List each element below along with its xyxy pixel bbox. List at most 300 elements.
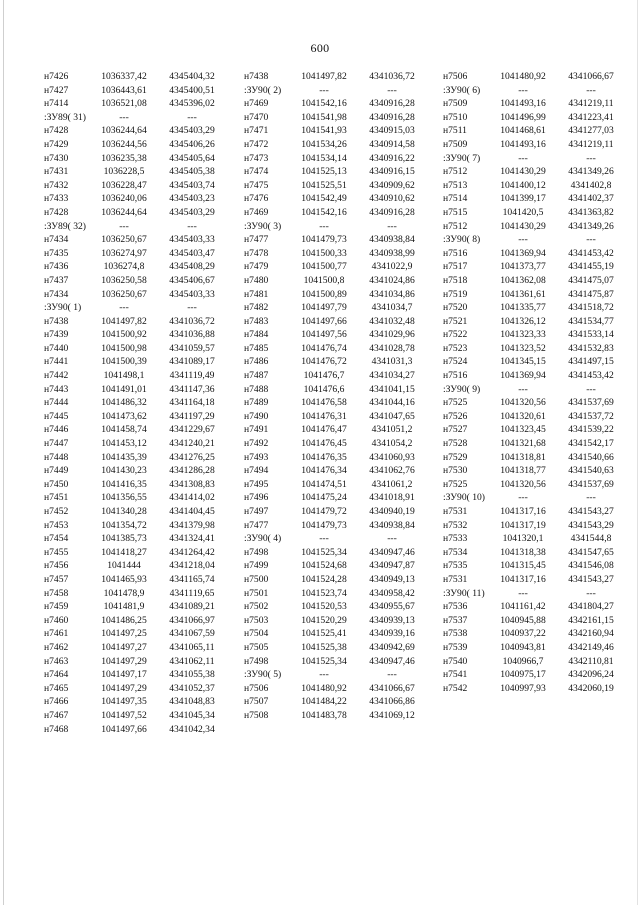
x-coordinate: 1041320,1 xyxy=(502,533,544,545)
y-coordinate: 4340947,87 xyxy=(369,560,415,572)
y-coordinate: 4341546,08 xyxy=(568,560,614,572)
point-row xyxy=(44,247,222,261)
x-coordinate: 1041320,61 xyxy=(500,410,546,422)
point-label: н7524 xyxy=(443,356,468,368)
point-row xyxy=(443,627,623,641)
point-label: н7497 xyxy=(244,506,269,517)
page-edge-left xyxy=(3,0,4,905)
point-label: :ЗУ90( 7) xyxy=(443,152,481,164)
point-label: н7487 xyxy=(244,370,269,382)
x-coordinate: 1041497,82 xyxy=(101,315,147,327)
x-coordinate: 1041496,99 xyxy=(500,111,546,123)
x-coordinate: 1036240,06 xyxy=(101,193,147,205)
y-coordinate: 4341533,14 xyxy=(568,329,614,341)
y-coordinate: 4341542,17 xyxy=(568,438,614,450)
point-row xyxy=(244,410,424,424)
x-coordinate: 1036235,38 xyxy=(101,152,147,164)
y-coordinate: 4341532,83 xyxy=(568,342,614,354)
y-coordinate: 4341066,67 xyxy=(568,71,614,82)
point-label: н7498 xyxy=(244,655,269,667)
y-coordinate: 4341218,04 xyxy=(169,560,215,572)
point-row xyxy=(443,111,623,125)
x-coordinate: 1041318,38 xyxy=(500,546,546,558)
x-coordinate: 1040975,17 xyxy=(500,669,546,681)
x-coordinate: 1041479,72 xyxy=(301,506,347,517)
y-coordinate: 4341036,72 xyxy=(369,71,415,82)
x-coordinate: 1041493,16 xyxy=(500,138,546,150)
y-coordinate: 4345408,29 xyxy=(169,261,215,273)
parcel-header-row xyxy=(443,491,623,505)
point-row xyxy=(244,165,424,179)
y-coordinate: 4341349,26 xyxy=(568,166,614,178)
x-coordinate: --- xyxy=(119,220,129,232)
x-coordinate: 1041497,35 xyxy=(101,696,147,708)
x-coordinate: 1041523,74 xyxy=(301,587,347,599)
x-coordinate: 1041444 xyxy=(107,560,141,572)
y-coordinate: 4341052,37 xyxy=(169,682,215,694)
point-label: н7504 xyxy=(244,628,269,640)
y-coordinate: 4341219,11 xyxy=(568,98,614,110)
y-coordinate: 4340938,84 xyxy=(369,519,415,531)
y-coordinate: --- xyxy=(586,492,596,504)
parcel-header-row xyxy=(244,668,424,682)
x-coordinate: 1041500,8 xyxy=(303,274,345,286)
point-label: н7451 xyxy=(44,492,69,504)
point-label: :ЗУ90( 3) xyxy=(244,220,282,232)
point-row xyxy=(44,396,222,410)
y-coordinate: 4341042,34 xyxy=(169,723,215,735)
x-coordinate: 1041320,56 xyxy=(500,397,546,409)
x-coordinate: 1041479,73 xyxy=(301,234,347,246)
x-coordinate: 1041497,52 xyxy=(101,709,147,721)
point-label: н7459 xyxy=(44,601,69,613)
point-label: н7534 xyxy=(443,546,468,558)
y-coordinate: 4341543,29 xyxy=(568,519,614,531)
x-coordinate: 1041385,73 xyxy=(101,533,147,545)
point-label: н7449 xyxy=(44,465,69,477)
y-coordinate: 4341414,02 xyxy=(169,492,215,504)
y-coordinate: 4341404,45 xyxy=(169,506,215,517)
point-row xyxy=(443,369,623,383)
point-row xyxy=(244,423,424,437)
y-coordinate: 4342149,46 xyxy=(568,641,614,653)
x-coordinate: 1041321,68 xyxy=(500,438,546,450)
point-label: н7444 xyxy=(44,397,69,409)
x-coordinate: 1036443,61 xyxy=(101,84,147,96)
point-label: н7495 xyxy=(244,478,269,490)
x-coordinate: 1041476,6 xyxy=(303,383,345,395)
y-coordinate: 4341018,91 xyxy=(369,492,415,504)
x-coordinate: 1041497,29 xyxy=(101,655,147,667)
point-label: н7501 xyxy=(244,587,269,599)
x-coordinate: 1040943,81 xyxy=(500,641,546,653)
point-row xyxy=(44,355,222,369)
point-label: н7518 xyxy=(443,274,468,286)
point-label: н7475 xyxy=(244,179,269,191)
y-coordinate: 4341062,11 xyxy=(169,655,215,667)
point-label: н7435 xyxy=(44,247,69,259)
point-label: н7455 xyxy=(44,546,69,558)
x-coordinate: 1041491,01 xyxy=(101,383,147,395)
point-label: :ЗУ90( 10) xyxy=(443,492,486,504)
point-row xyxy=(443,355,623,369)
x-coordinate: 1041323,52 xyxy=(500,342,546,354)
point-label: н7458 xyxy=(44,587,69,599)
x-coordinate: 1041416,35 xyxy=(101,478,147,490)
point-label: н7488 xyxy=(244,383,269,395)
point-row xyxy=(44,600,222,614)
point-label: н7453 xyxy=(44,519,69,531)
x-coordinate: --- xyxy=(518,492,528,504)
y-coordinate: --- xyxy=(586,84,596,96)
x-coordinate: 1041497,66 xyxy=(101,723,147,735)
point-label: н7431 xyxy=(44,166,69,178)
point-row xyxy=(244,491,424,505)
point-row xyxy=(443,641,623,655)
point-label: н7456 xyxy=(44,560,69,572)
point-label: н7509 xyxy=(443,98,468,110)
page-number: 600 xyxy=(310,41,330,55)
point-label: :ЗУ90( 1) xyxy=(44,302,82,314)
point-row xyxy=(44,315,222,329)
y-coordinate: 4341119,65 xyxy=(169,587,215,599)
x-coordinate: 1041500,89 xyxy=(301,288,347,300)
point-row xyxy=(443,396,623,410)
x-coordinate: 1041320,56 xyxy=(500,478,546,490)
point-row xyxy=(244,627,424,641)
point-row xyxy=(443,97,623,111)
x-coordinate: 1041476,34 xyxy=(301,465,347,477)
x-coordinate: 1041335,77 xyxy=(500,302,546,314)
point-row xyxy=(244,179,424,193)
y-coordinate: 4341044,16 xyxy=(369,397,415,409)
point-label: н7478 xyxy=(244,247,269,259)
x-coordinate: 1041541,98 xyxy=(301,111,347,123)
point-label: н7513 xyxy=(443,179,468,191)
point-label: н7465 xyxy=(44,682,69,694)
point-row xyxy=(443,342,623,356)
point-label: н7457 xyxy=(44,573,69,585)
point-row xyxy=(244,369,424,383)
point-row xyxy=(443,220,623,234)
y-coordinate: 4345405,64 xyxy=(169,152,215,164)
y-coordinate: 4340916,15 xyxy=(369,166,415,178)
point-row xyxy=(244,396,424,410)
point-row xyxy=(244,355,424,369)
point-label: н7542 xyxy=(443,682,468,694)
x-coordinate: 1041525,41 xyxy=(301,628,347,640)
point-label: :ЗУ90( 5) xyxy=(244,669,282,681)
x-coordinate: 1041399,17 xyxy=(500,193,546,205)
point-row xyxy=(244,70,424,84)
point-label: н7537 xyxy=(443,614,468,626)
x-coordinate: 1041465,93 xyxy=(101,573,147,585)
point-row xyxy=(244,464,424,478)
x-coordinate: 1041317,19 xyxy=(500,519,546,531)
point-label: н7486 xyxy=(244,356,269,368)
point-row xyxy=(443,206,623,220)
point-row xyxy=(44,165,222,179)
x-coordinate: 1036244,56 xyxy=(101,138,147,150)
x-coordinate: 1041474,51 xyxy=(301,478,347,490)
point-label: н7434 xyxy=(44,288,69,300)
point-label: н7470 xyxy=(244,111,269,123)
y-coordinate: --- xyxy=(586,234,596,246)
y-coordinate: 4341034,7 xyxy=(371,302,413,314)
point-row xyxy=(443,451,623,465)
point-row xyxy=(44,152,222,166)
point-label: н7508 xyxy=(244,709,269,721)
y-coordinate: --- xyxy=(387,220,397,232)
point-row xyxy=(443,437,623,451)
y-coordinate: 4341453,42 xyxy=(568,370,614,382)
y-coordinate: --- xyxy=(387,84,397,96)
parcel-header-row xyxy=(44,220,222,234)
x-coordinate: 1041362,08 xyxy=(500,274,546,286)
point-row xyxy=(44,260,222,274)
point-row xyxy=(44,274,222,288)
y-coordinate: 4341379,98 xyxy=(169,519,215,531)
y-coordinate: 4341543,27 xyxy=(568,573,614,585)
point-label: н7428 xyxy=(44,125,69,137)
point-label: н7512 xyxy=(443,166,468,178)
x-coordinate: 1041480,92 xyxy=(500,71,546,82)
y-coordinate: 4341055,38 xyxy=(169,669,215,681)
x-coordinate: 1041430,29 xyxy=(500,220,546,232)
point-row xyxy=(443,532,623,546)
y-coordinate: 4341264,42 xyxy=(169,546,215,558)
x-coordinate: 1041476,45 xyxy=(301,438,347,450)
y-coordinate: 4342096,24 xyxy=(568,669,614,681)
x-coordinate: 1041542,16 xyxy=(301,98,347,110)
y-coordinate: 4345406,67 xyxy=(169,274,215,286)
x-coordinate: --- xyxy=(119,111,129,123)
point-row xyxy=(44,519,222,533)
y-coordinate: 4341324,41 xyxy=(169,533,215,545)
x-coordinate: 1041497,25 xyxy=(101,628,147,640)
parcel-header-row xyxy=(244,84,424,98)
x-coordinate: 1041481,9 xyxy=(103,601,145,613)
point-label: н7535 xyxy=(443,560,468,572)
coordinate-column-2 xyxy=(244,70,424,723)
point-row xyxy=(244,206,424,220)
y-coordinate: 4341537,69 xyxy=(568,478,614,490)
point-row xyxy=(44,641,222,655)
point-row xyxy=(44,192,222,206)
y-coordinate: 4341034,86 xyxy=(369,288,415,300)
point-row xyxy=(443,192,623,206)
x-coordinate: 1041525,34 xyxy=(301,546,347,558)
point-row xyxy=(244,600,424,614)
point-label: н7493 xyxy=(244,451,269,463)
x-coordinate: 1041500,39 xyxy=(101,356,147,368)
point-label: н7505 xyxy=(244,641,269,653)
point-label: н7471 xyxy=(244,125,269,137)
point-row xyxy=(44,437,222,451)
point-row xyxy=(44,410,222,424)
y-coordinate: 4341051,2 xyxy=(371,424,413,436)
page-edge-right xyxy=(637,0,638,905)
point-label: :ЗУ90( 6) xyxy=(443,84,481,96)
point-row xyxy=(244,260,424,274)
point-label: н7461 xyxy=(44,628,69,640)
y-coordinate: 4341045,34 xyxy=(169,709,215,721)
y-coordinate: 4341036,72 xyxy=(169,315,215,327)
x-coordinate: 1040937,22 xyxy=(500,628,546,640)
point-label: н7479 xyxy=(244,261,269,273)
point-label: н7523 xyxy=(443,342,468,354)
point-label: н7496 xyxy=(244,492,269,504)
point-row xyxy=(244,437,424,451)
point-row xyxy=(244,342,424,356)
y-coordinate: --- xyxy=(586,587,596,599)
point-label: н7481 xyxy=(244,288,269,300)
y-coordinate: 4340938,99 xyxy=(369,247,415,259)
point-label: н7434 xyxy=(44,234,69,246)
x-coordinate: 1041534,26 xyxy=(301,138,347,150)
x-coordinate: 1041161,42 xyxy=(500,601,546,613)
point-label: н7499 xyxy=(244,560,269,572)
x-coordinate: --- xyxy=(518,234,528,246)
x-coordinate: 1041476,35 xyxy=(301,451,347,463)
x-coordinate: 1041317,16 xyxy=(500,506,546,517)
x-coordinate: 1041340,28 xyxy=(101,506,147,517)
point-row xyxy=(44,573,222,587)
point-label: :ЗУ90( 11) xyxy=(443,587,485,599)
point-label: н7437 xyxy=(44,274,69,286)
y-coordinate: 4345403,33 xyxy=(169,234,215,246)
point-row xyxy=(44,505,222,519)
x-coordinate: 1041323,45 xyxy=(500,424,546,436)
y-coordinate: 4345406,26 xyxy=(169,138,215,150)
point-row xyxy=(244,328,424,342)
point-row xyxy=(443,179,623,193)
y-coordinate: 4341089,17 xyxy=(169,356,215,368)
point-label: н7514 xyxy=(443,193,468,205)
point-row xyxy=(443,328,623,342)
y-coordinate: 4340916,28 xyxy=(369,206,415,218)
y-coordinate: 4340914,58 xyxy=(369,138,415,150)
y-coordinate: 4345400,51 xyxy=(169,84,215,96)
y-coordinate: 4345396,02 xyxy=(169,98,215,110)
point-label: н7450 xyxy=(44,478,69,490)
y-coordinate: --- xyxy=(187,302,197,314)
point-row xyxy=(44,546,222,560)
point-label: н7527 xyxy=(443,424,468,436)
point-row xyxy=(44,559,222,573)
y-coordinate: 4340940,19 xyxy=(369,506,415,517)
y-coordinate: 4341543,27 xyxy=(568,506,614,517)
y-coordinate: 4340949,13 xyxy=(369,573,415,585)
y-coordinate: 4340909,62 xyxy=(369,179,415,191)
point-label: н7506 xyxy=(443,71,468,82)
point-label: н7498 xyxy=(244,546,269,558)
x-coordinate: --- xyxy=(518,383,528,395)
x-coordinate: --- xyxy=(518,587,528,599)
parcel-header-row xyxy=(443,84,623,98)
y-coordinate: 4341455,19 xyxy=(568,261,614,273)
y-coordinate: --- xyxy=(187,111,197,123)
y-coordinate: 4341277,03 xyxy=(568,125,614,137)
x-coordinate: 1040945,88 xyxy=(500,614,546,626)
y-coordinate: 4341197,29 xyxy=(169,410,215,422)
x-coordinate: 1041486,25 xyxy=(101,614,147,626)
parcel-header-row xyxy=(244,220,424,234)
x-coordinate: 1041525,34 xyxy=(301,655,347,667)
point-label: н7438 xyxy=(44,315,69,327)
y-coordinate: 4341024,86 xyxy=(369,274,415,286)
y-coordinate: 4341539,22 xyxy=(568,424,614,436)
point-label: н7491 xyxy=(244,424,269,436)
point-label: н7533 xyxy=(443,533,468,545)
y-coordinate: 4340947,46 xyxy=(369,655,415,667)
point-label: н7502 xyxy=(244,601,269,613)
point-row xyxy=(443,260,623,274)
point-row xyxy=(443,247,623,261)
x-coordinate: 1041476,74 xyxy=(301,342,347,354)
point-label: :ЗУ89( 32) xyxy=(44,220,87,232)
y-coordinate: 4341276,25 xyxy=(169,451,215,463)
point-label: н7528 xyxy=(443,438,468,450)
y-coordinate: --- xyxy=(387,533,397,545)
y-coordinate: 4340938,84 xyxy=(369,234,415,246)
y-coordinate: 4341537,69 xyxy=(568,397,614,409)
point-row xyxy=(44,233,222,247)
point-label: н7436 xyxy=(44,261,69,273)
x-coordinate: 1041480,92 xyxy=(301,682,347,694)
point-label: н7494 xyxy=(244,465,269,477)
point-row xyxy=(44,464,222,478)
y-coordinate: 4345403,33 xyxy=(169,288,215,300)
point-label: н7525 xyxy=(443,478,468,490)
x-coordinate: 1041420,5 xyxy=(502,206,544,218)
x-coordinate: 1041525,51 xyxy=(301,179,347,191)
point-row xyxy=(244,682,424,696)
point-row xyxy=(44,668,222,682)
point-label: н7462 xyxy=(44,641,69,653)
point-label: н7515 xyxy=(443,206,468,218)
point-label: н7483 xyxy=(244,315,269,327)
x-coordinate: 1041497,79 xyxy=(301,302,347,314)
y-coordinate: 4341219,11 xyxy=(568,138,614,150)
point-label: :ЗУ90( 4) xyxy=(244,533,282,545)
point-label: н7472 xyxy=(244,138,269,150)
point-label: н7510 xyxy=(443,111,468,123)
x-coordinate: 1041400,12 xyxy=(500,179,546,191)
point-label: н7536 xyxy=(443,601,468,613)
point-row xyxy=(244,546,424,560)
x-coordinate: 1041497,29 xyxy=(101,682,147,694)
point-row xyxy=(244,709,424,723)
y-coordinate: 4341402,8 xyxy=(570,179,612,191)
point-row xyxy=(244,451,424,465)
x-coordinate: --- xyxy=(319,669,329,681)
x-coordinate: 1041476,47 xyxy=(301,424,347,436)
y-coordinate: 4341054,2 xyxy=(371,438,413,450)
x-coordinate: 1041497,56 xyxy=(301,329,347,341)
y-coordinate: 4340939,13 xyxy=(369,614,415,626)
point-label: н7443 xyxy=(44,383,69,395)
point-label: н7531 xyxy=(443,573,468,585)
point-row xyxy=(443,614,623,628)
y-coordinate: 4341069,12 xyxy=(369,709,415,721)
point-label: н7427 xyxy=(44,84,69,96)
y-coordinate: 4340916,22 xyxy=(369,152,415,164)
point-label: н7512 xyxy=(443,220,468,232)
point-label: н7432 xyxy=(44,179,69,191)
point-row xyxy=(443,519,623,533)
point-row xyxy=(44,587,222,601)
